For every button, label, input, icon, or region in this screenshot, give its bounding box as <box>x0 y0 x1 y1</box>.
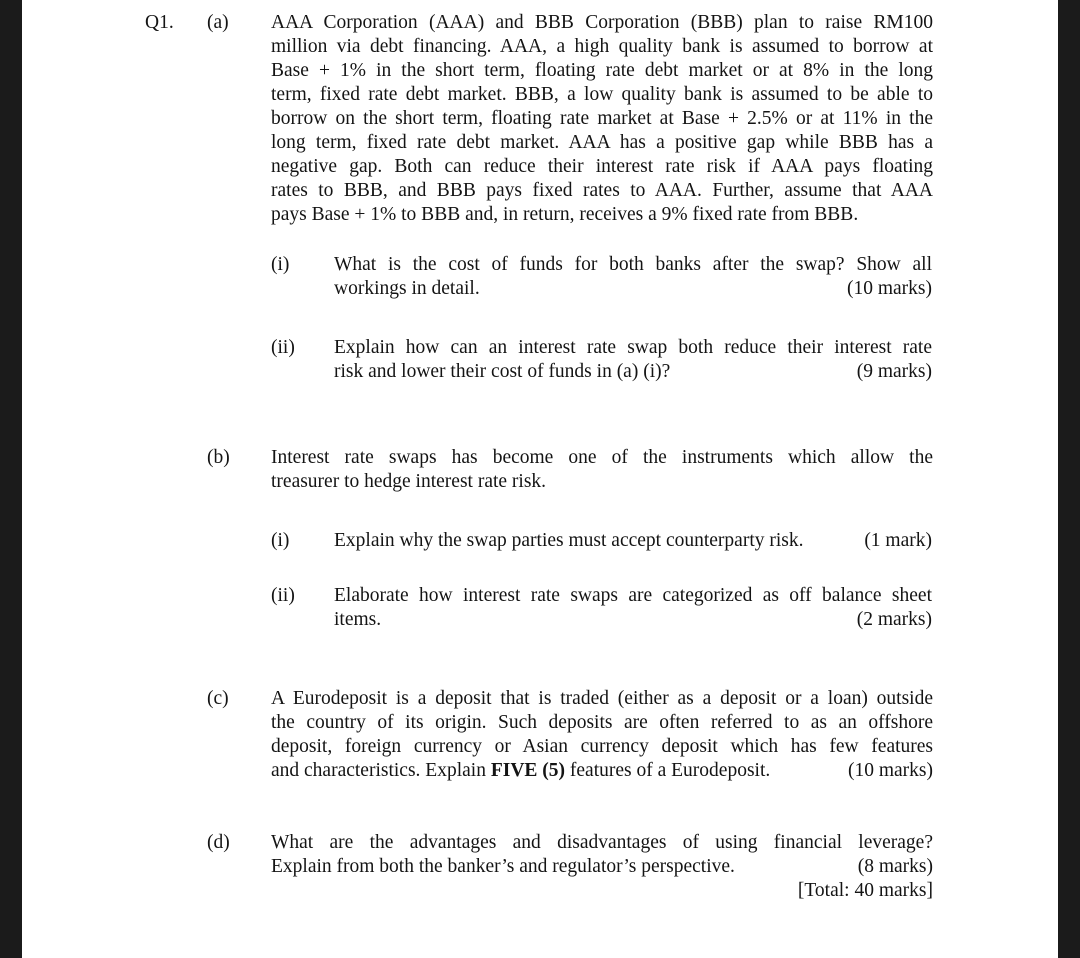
part-a-i-label: (i) <box>271 254 290 275</box>
part-b-ii-label: (ii) <box>271 585 295 606</box>
part-a-line: borrow on the short term, floating rate market at Base + 2.5% or at 11% in the <box>271 108 933 129</box>
part-d-line: Explain from both the banker’s and regulator’s perspective. <box>271 856 735 877</box>
part-c-label: (c) <box>207 688 229 709</box>
part-a-i-text <box>334 253 932 301</box>
part-a-line: term, fixed rate debt market. BBB, a low quality bank is assumed to be able to <box>271 84 933 105</box>
part-b-ii-marks: (2 marks) <box>856 609 932 630</box>
part-a-line: million via debt financing. AAA, a high quality bank is assumed to borrow at <box>271 36 933 57</box>
part-a-line: long term, fixed rate debt market. AAA has a positive gap while BBB has a <box>271 132 933 153</box>
part-c-last-line <box>271 759 933 783</box>
part-a-line: Base + 1% in the short term, floating rate debt market or at 8% in the long <box>271 60 933 81</box>
part-b-line: treasurer to hedge interest rate risk. <box>271 471 547 492</box>
part-d-label: (d) <box>207 832 230 853</box>
part-b-i-marks: (1 mark) <box>864 530 932 551</box>
part-a-line: negative gap. Both can reduce their interest rate risk if AAA pays floating <box>271 156 933 177</box>
part-c-line-end: features of a Eurodeposit. <box>565 760 771 781</box>
part-a-ii-marks: (9 marks) <box>856 361 932 382</box>
part-a-line: AAA Corporation (AAA) and BBB Corporation (BBB) plan to raise RM100 <box>271 12 933 33</box>
part-c-marks: (10 marks) <box>847 760 933 781</box>
part-a-ii-label: (ii) <box>271 337 295 358</box>
part-c-line: A Eurodeposit is a deposit that is traded (either as a deposit or a loan) outside <box>271 688 933 709</box>
part-d-text <box>271 831 933 903</box>
part-b-ii-text <box>334 584 932 632</box>
part-c-line-start: and characteristics. Explain <box>271 760 491 781</box>
part-b-ii-line: Elaborate how interest rate swaps are categorized as off balance sheet <box>334 585 932 606</box>
exam-page <box>22 0 1058 958</box>
part-d-line: What are the advantages and disadvantages of using financial leverage? <box>271 832 933 853</box>
part-c-text <box>271 687 933 783</box>
part-a-ii-text <box>334 336 932 384</box>
part-a-ii-line: Explain how can an interest rate swap both reduce their interest rate <box>334 337 932 358</box>
part-b-i-line: Explain why the swap parties must accept counterparty risk. <box>334 530 804 551</box>
part-b-i-label: (i) <box>271 530 290 551</box>
part-b-i-text <box>334 529 932 553</box>
part-c-line: the country of its origin. Such deposits are often referred to as an offshore <box>271 712 933 733</box>
part-d-marks: (8 marks) <box>857 856 933 877</box>
part-b-label: (b) <box>207 447 230 468</box>
part-c-line: deposit, foreign currency or Asian currency deposit which has few features <box>271 736 933 757</box>
part-a-text <box>271 11 933 227</box>
part-a-ii-line: risk and lower their cost of funds in (a) (i)? <box>334 361 671 382</box>
part-a-i-marks: (10 marks) <box>846 278 932 299</box>
part-b-line: Interest rate swaps has become one of the instruments which allow the <box>271 447 933 468</box>
part-a-line: pays Base + 1% to BBB and, in return, receives a 9% fixed rate from BBB. <box>271 204 859 225</box>
total-marks: [Total: 40 marks] <box>797 880 933 901</box>
part-a-i-line: workings in detail. <box>334 278 480 299</box>
part-c-bold-count: FIVE (5) <box>490 760 566 781</box>
part-a-label: (a) <box>207 12 229 33</box>
part-b-text <box>271 446 933 494</box>
part-b-ii-line: items. <box>334 609 382 630</box>
part-a-line: rates to BBB, and BBB pays fixed rates to AAA. Further, assume that AAA <box>271 180 933 201</box>
question-number: Q1. <box>145 12 174 33</box>
part-a-i-line: What is the cost of funds for both banks after the swap? Show all <box>334 254 932 275</box>
